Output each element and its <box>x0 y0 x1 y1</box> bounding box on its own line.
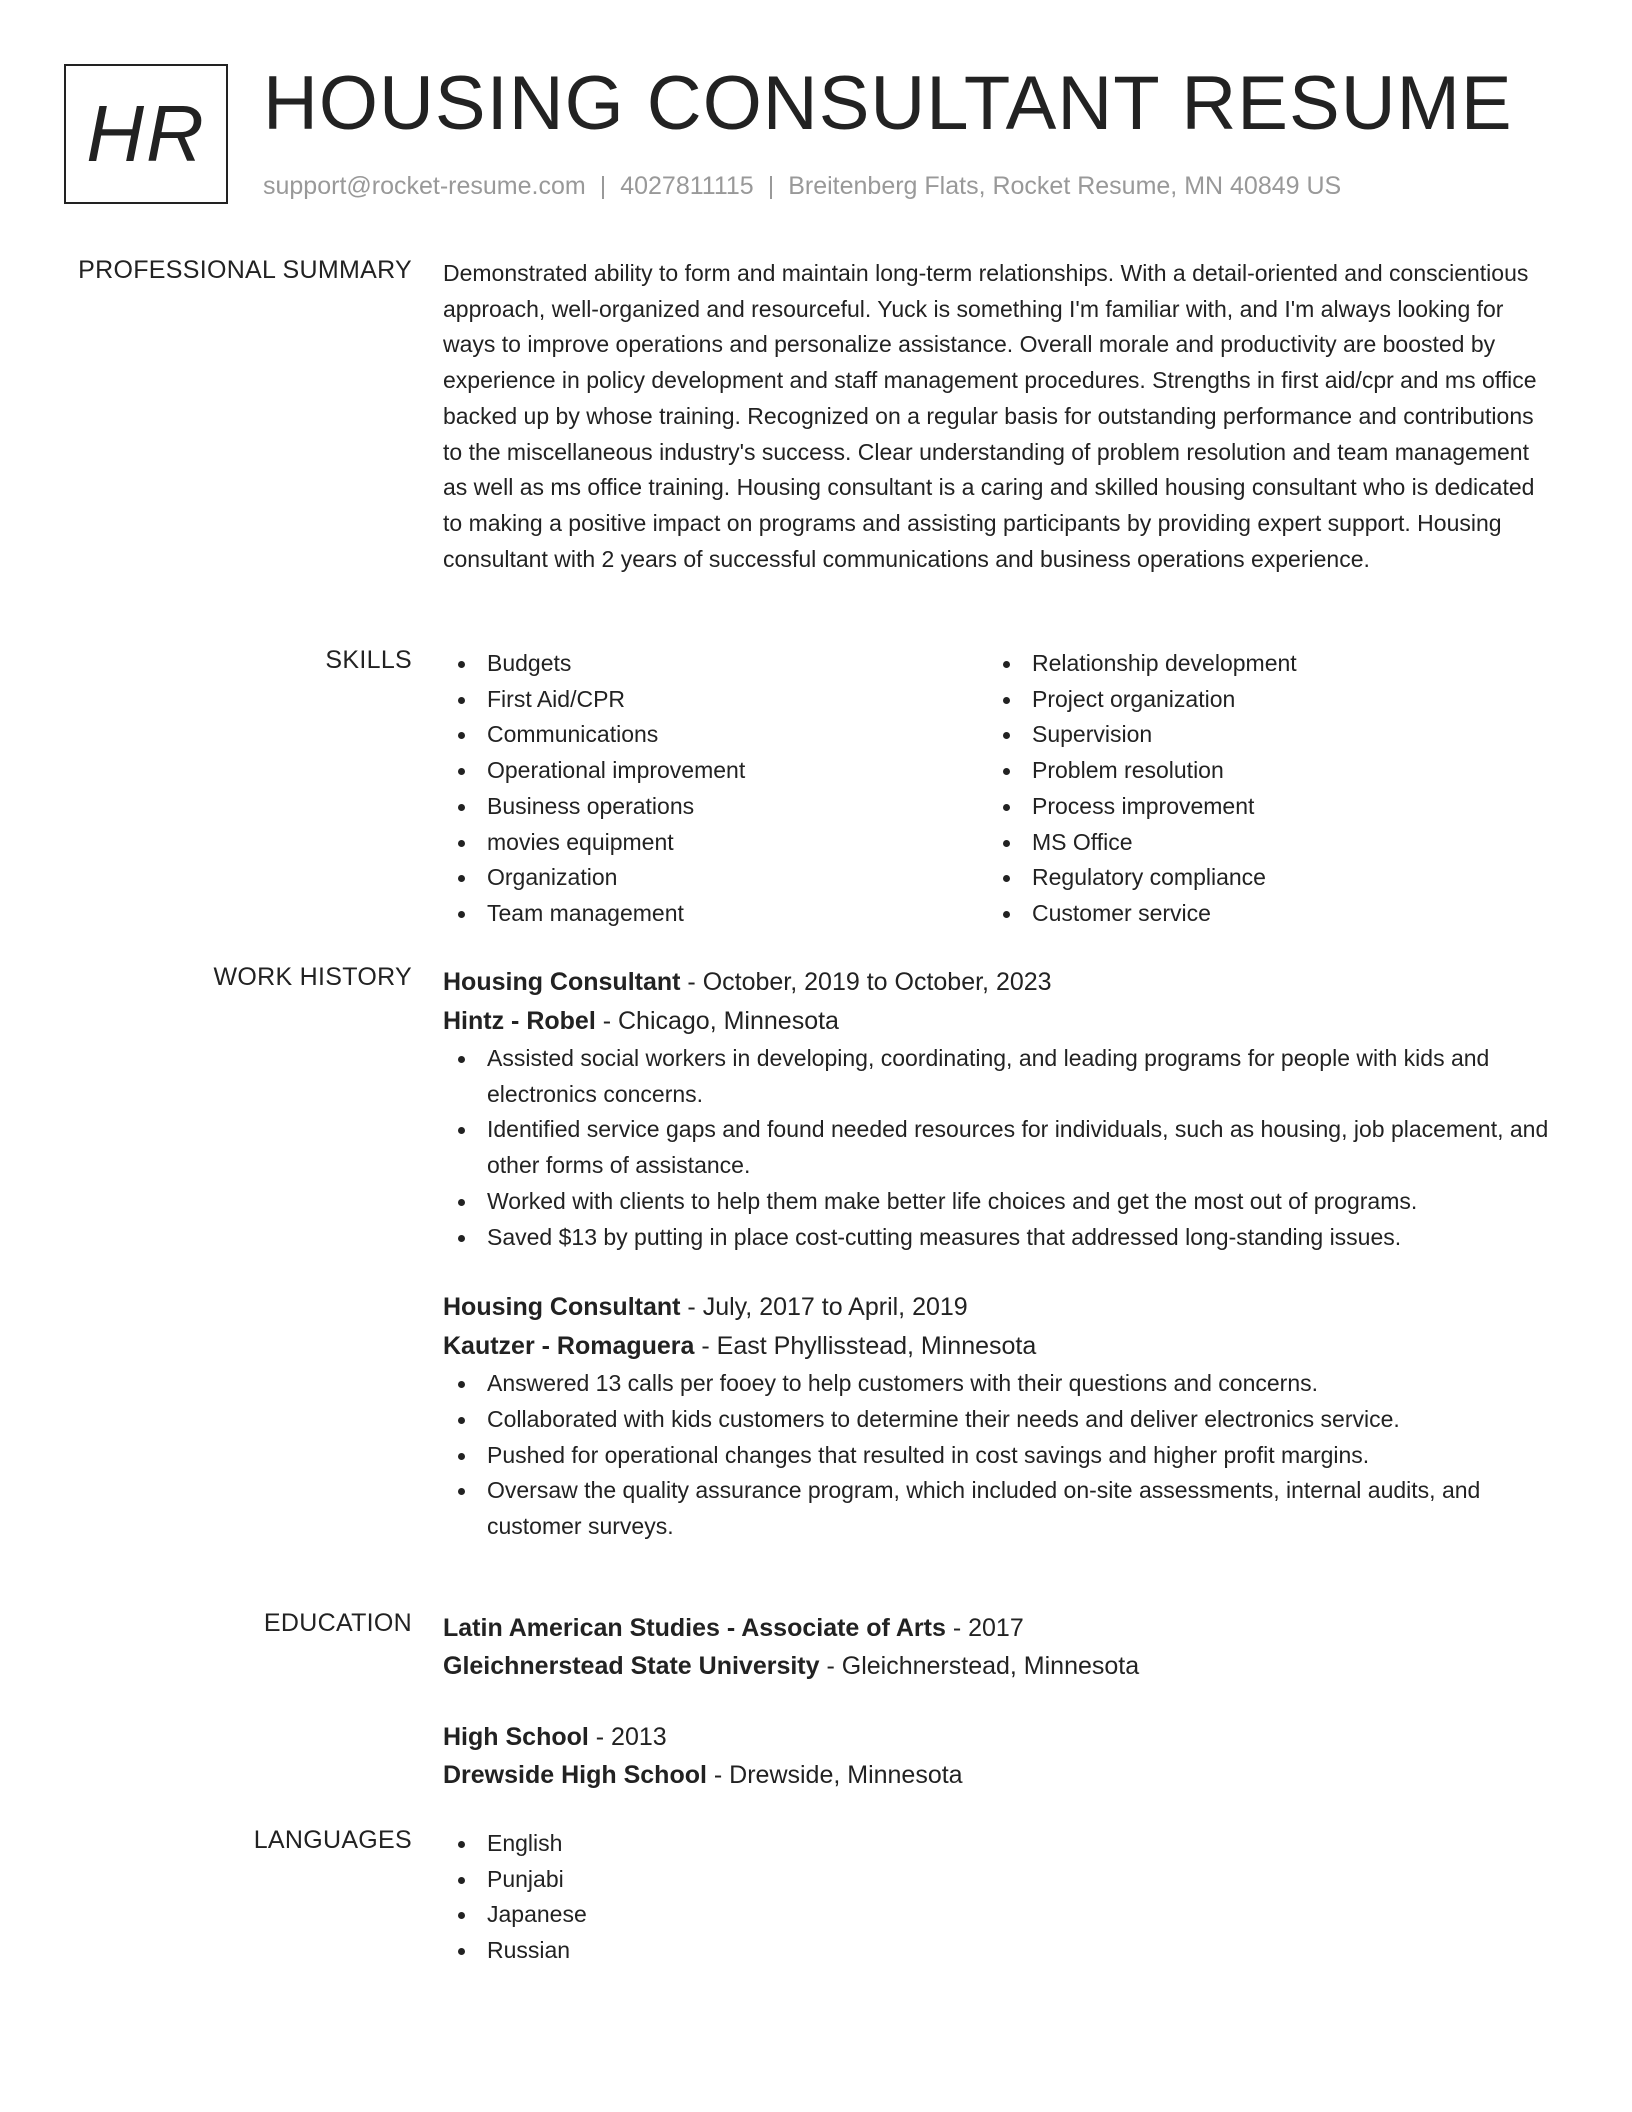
work-history-body <box>443 963 1555 1545</box>
resume-header <box>64 61 1564 214</box>
job-company: Kautzer - Romaguera <box>443 1332 695 1361</box>
education-degree-line <box>443 1718 1555 1756</box>
skill-item: Regulatory compliance <box>988 860 1533 896</box>
job-duties-list <box>443 1041 1555 1255</box>
job-duty-item: Worked with clients to help them make better life choices and get the most out of programs. <box>443 1184 1555 1220</box>
skill-item: Supervision <box>988 717 1533 753</box>
skills-body <box>443 646 1555 932</box>
education-degree-line <box>443 1609 1555 1647</box>
section-label-summary: PROFESSIONAL SUMMARY <box>78 256 412 284</box>
skill-item: MS Office <box>988 825 1533 861</box>
page-title: HOUSING CONSULTANT RESUME <box>263 61 1513 146</box>
section-label-education: EDUCATION <box>263 1609 412 1637</box>
summary-body <box>443 256 1555 577</box>
job-duty-item: Collaborated with kids customers to determine their needs and deliver electronics service. <box>443 1402 1555 1438</box>
job-duty-item: Assisted social workers in developing, coordinating, and leading programs for people with kids and electronics concerns. <box>443 1041 1555 1112</box>
skills-column-left <box>443 646 988 932</box>
language-item: Punjabi <box>443 1862 1555 1898</box>
skill-item: Team management <box>443 896 988 932</box>
contact-phone: 4027811115 <box>620 172 754 200</box>
contact-separator: | <box>599 172 607 200</box>
section-label-work-history: WORK HISTORY <box>213 963 412 991</box>
skills-list-left <box>443 646 988 932</box>
skill-item: Customer service <box>988 896 1533 932</box>
section-label-skills: SKILLS <box>325 646 412 674</box>
skill-item: Relationship development <box>988 646 1533 682</box>
job-duty-item: Saved $13 by putting in place cost-cutting measures that addressed long-standing issues. <box>443 1220 1555 1256</box>
education-school-line <box>443 1756 1555 1794</box>
education-entry <box>443 1609 1555 1685</box>
skills-column-right <box>988 646 1533 932</box>
skill-item: Project organization <box>988 682 1533 718</box>
language-item: Japanese <box>443 1897 1555 1933</box>
job-title: Housing Consultant <box>443 1293 681 1322</box>
job-entry <box>443 1288 1555 1545</box>
job-duty-item: Oversaw the quality assurance program, which included on-site assessments, internal audits, and customer surveys. <box>443 1473 1555 1544</box>
education-body <box>443 1609 1555 1794</box>
job-duty-item: Identified service gaps and found needed resources for individuals, such as housing, job placement, and other forms of assistance. <box>443 1112 1555 1183</box>
job-title-line <box>443 963 1555 1002</box>
summary-text: Demonstrated ability to form and maintain long-term relationships. With a detail-oriented and conscientious approach, well-organized and resourceful. Yuck is something I'm familiar with, and I'm always looking for ways to improve operations and personalize assistance. Overall morale and productivity are boosted by experience in policy development and staff management procedures. Strengths in first aid/cpr and ms office backed up by whose training. Recognized on a regular basis for outstanding performance and contributions to the miscellaneous industry's success. Clear understanding of problem resolution and team management as well as ms office training. Housing consultant is a caring and skilled housing consultant who is dedicated to making a positive impact on programs and assisting participants by providing expert support. Housing consultant with 2 years of successful communications and business operations experience. <box>443 260 1537 572</box>
education-year: - 2013 <box>588 1723 667 1751</box>
contact-line <box>263 172 1341 201</box>
job-location: - East Phyllisstead, Minnesota <box>694 1332 1037 1361</box>
job-title: Housing Consultant <box>443 968 681 996</box>
section-label-languages: LANGUAGES <box>253 1826 412 1854</box>
education-school: Gleichnerstead State University <box>443 1652 820 1680</box>
contact-address: Breitenberg Flats, Rocket Resume, MN 40849 US <box>788 172 1342 200</box>
job-dates: - July, 2017 to April, 2019 <box>680 1293 968 1322</box>
skill-item: Process improvement <box>988 789 1533 825</box>
job-entry <box>443 963 1555 1255</box>
education-school-line <box>443 1647 1555 1685</box>
skill-item: movies equipment <box>443 825 988 861</box>
skill-item: Business operations <box>443 789 988 825</box>
job-location: - Chicago, Minnesota <box>595 1007 839 1035</box>
job-duties-list <box>443 1366 1555 1545</box>
skill-item: Communications <box>443 717 988 753</box>
skill-item: Budgets <box>443 646 988 682</box>
contact-email: support@rocket-resume.com <box>263 172 586 200</box>
education-degree: High School <box>443 1723 589 1751</box>
education-location: - Gleichnerstead, Minnesota <box>819 1652 1140 1680</box>
monogram-logo: HR <box>64 64 228 204</box>
skill-item: Organization <box>443 860 988 896</box>
languages-list <box>443 1826 1555 1969</box>
skill-item: First Aid/CPR <box>443 682 988 718</box>
skill-item: Problem resolution <box>988 753 1533 789</box>
job-duty-item: Pushed for operational changes that resulted in cost savings and higher profit margins. <box>443 1438 1555 1474</box>
education-school: Drewside High School <box>443 1761 707 1789</box>
job-company-line <box>443 1002 1555 1041</box>
job-company-line <box>443 1327 1555 1366</box>
education-entry <box>443 1718 1555 1794</box>
job-title-line <box>443 1288 1555 1327</box>
language-item: English <box>443 1826 1555 1862</box>
job-duty-item: Answered 13 calls per fooey to help customers with their questions and concerns. <box>443 1366 1555 1402</box>
job-dates: - October, 2019 to October, 2023 <box>680 968 1052 996</box>
contact-separator: | <box>767 172 775 200</box>
language-item: Russian <box>443 1933 1555 1969</box>
education-degree: Latin American Studies - Associate of Arts <box>443 1614 946 1642</box>
education-location: - Drewside, Minnesota <box>706 1761 963 1789</box>
skills-list-right <box>988 646 1533 932</box>
skill-item: Operational improvement <box>443 753 988 789</box>
job-company: Hintz - Robel <box>443 1007 596 1035</box>
languages-body <box>443 1826 1555 1969</box>
education-year: - 2017 <box>945 1614 1024 1642</box>
